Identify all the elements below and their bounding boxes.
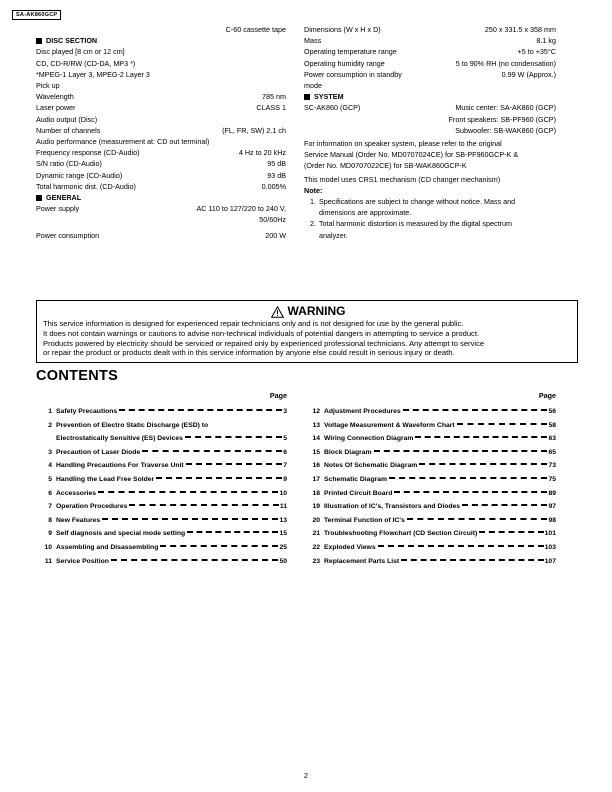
warning-triangle-icon xyxy=(271,306,284,318)
spec-row xyxy=(304,46,556,57)
toc-entry-page: 98 xyxy=(548,516,556,524)
toc-leader xyxy=(389,477,547,479)
section-title: GENERAL xyxy=(46,193,82,203)
toc-entry-title: Operation Procedures xyxy=(56,503,128,511)
spec-row xyxy=(36,102,286,113)
spec-value: Music center: SA-AK860 (GCP) xyxy=(455,103,556,113)
audio-output-heading: Audio output (Disc) xyxy=(36,114,98,124)
spec-row xyxy=(304,125,556,136)
toc-page-header: Page xyxy=(538,391,556,400)
toc-entry-number: 2 xyxy=(48,421,52,429)
toc-entry-title: Adjustment Procedures xyxy=(324,408,401,415)
toc-entry-title: Voltage Measurement & Waveform Chart xyxy=(324,421,455,429)
note-line: analyzer. xyxy=(319,230,348,240)
toc-leader xyxy=(187,531,278,533)
toc-leader xyxy=(419,463,547,465)
toc-entry-number: 11 xyxy=(44,557,52,565)
toc-entry-title: Wiring Connection Diagram xyxy=(324,435,414,443)
toc-entry-number: 16 xyxy=(312,462,320,470)
spec-value: 93 dB xyxy=(267,170,286,180)
toc-entry[interactable] xyxy=(38,435,287,449)
audio-performance-heading: Audio performance (measurement at: CD out terminal) xyxy=(36,137,210,147)
toc-entry-title: Self diagnosis and special mode setting xyxy=(56,530,186,538)
spec-label: Number of channels xyxy=(36,125,101,135)
toc-entry-page: 73 xyxy=(548,462,556,470)
spec-row xyxy=(36,181,286,192)
toc-entry-page: 9 xyxy=(283,475,287,483)
spec-label: Operating humidity range xyxy=(304,58,385,68)
toc-entry[interactable] xyxy=(38,476,287,490)
toc-entry-title: New Features xyxy=(56,516,101,524)
toc-entry-page: 25 xyxy=(279,543,287,551)
toc-entry-title: Precaution of Laser Diode xyxy=(56,448,141,456)
toc-entry[interactable] xyxy=(306,408,556,422)
spec-row xyxy=(36,91,286,102)
toc-entry-page: 89 xyxy=(548,489,556,497)
toc-entry[interactable] xyxy=(306,449,556,463)
notes-list xyxy=(304,196,556,241)
spec-label: S/N ratio (CD-Audio) xyxy=(36,159,102,169)
spec-value: CLASS 1 xyxy=(256,103,286,113)
contents-title: CONTENTS xyxy=(36,368,119,384)
toc-leader xyxy=(186,463,283,465)
toc-entry-title: Handling Precautions For Traverse Unit xyxy=(56,462,184,470)
warning-heading xyxy=(43,304,573,319)
toc-entry-number: 7 xyxy=(48,503,52,511)
toc-leader xyxy=(98,491,278,493)
toc-entry-number: 1 xyxy=(48,408,52,415)
toc-entry-number: 20 xyxy=(312,516,320,524)
toc-entry-title: Handling the Lead Free Solder xyxy=(56,475,155,483)
toc-entry-number: 23 xyxy=(312,557,320,565)
toc-leader xyxy=(403,409,548,411)
system-section-heading xyxy=(304,91,556,102)
crs-note: This model uses CRS1 mechanism (CD changer mechanism) xyxy=(304,174,501,184)
standby-label-cont: mode xyxy=(304,81,322,91)
toc-entry[interactable] xyxy=(306,435,556,449)
toc-leader xyxy=(401,559,543,561)
toc-entry-number: 3 xyxy=(48,448,52,456)
toc-leader xyxy=(462,504,547,506)
toc-entry-number: 13 xyxy=(312,421,320,429)
toc-entry-title: Exploded Views xyxy=(324,543,376,551)
square-bullet-icon xyxy=(304,94,310,100)
toc-entry-page: 13 xyxy=(279,516,287,524)
general-section-heading xyxy=(36,192,286,203)
note-line: Total harmonic distortion is measured by the digital spectrum xyxy=(319,219,512,229)
spec-label: Mass xyxy=(304,36,322,46)
spec-value: 785 nm xyxy=(262,92,286,102)
note-title: Note: xyxy=(304,185,323,195)
note-item xyxy=(304,196,556,218)
warning-line: or repair the product or products dealt with in this service information by anyone else could result in serious injury or death. xyxy=(43,348,455,358)
toc-entry-page: 75 xyxy=(548,475,556,483)
spec-row xyxy=(36,214,286,225)
square-bullet-icon xyxy=(36,38,42,44)
toc-entry[interactable] xyxy=(306,462,556,476)
spec-label: Total harmonic dist. (CD-Audio) xyxy=(36,181,136,191)
toc-left-column xyxy=(38,391,287,571)
spec-row xyxy=(304,24,556,35)
spec-value: +5 to +35°C xyxy=(517,47,556,57)
note-line: dimensions are approximate. xyxy=(319,208,412,218)
toc-entry-title: Schematic Diagram xyxy=(324,475,388,483)
note-line: Specifications are subject to change without notice. Mass and xyxy=(319,197,516,207)
toc-entry-page: 11 xyxy=(279,503,287,511)
toc-right-column xyxy=(306,391,556,571)
toc-entry[interactable] xyxy=(38,558,287,572)
spec-label: Frequency response (CD-Audio) xyxy=(36,148,140,158)
spec-value: 95 dB xyxy=(267,159,286,169)
toc-entry-number: 9 xyxy=(48,530,52,538)
model-tag: SA-AK860GCP xyxy=(12,10,61,20)
toc-entry[interactable] xyxy=(306,476,556,490)
toc-entry[interactable] xyxy=(38,530,287,544)
toc-entry[interactable] xyxy=(38,503,287,517)
toc-leader xyxy=(394,491,547,493)
spec-value: 8.1 kg xyxy=(536,36,556,46)
toc-leader xyxy=(457,423,548,425)
toc-entry-page: 15 xyxy=(279,530,287,538)
toc-leader xyxy=(119,409,282,411)
pickup-heading: Pick up xyxy=(36,81,60,91)
speaker-info-line: Service Manual (Order No. MD0707024CE) for SB-PF960GCP-K & xyxy=(304,150,519,160)
section-title: SYSTEM xyxy=(314,92,344,102)
spec-value: (FL, FR, SW) 2.1 ch xyxy=(222,125,286,135)
toc-entry[interactable] xyxy=(38,490,287,504)
toc-entry[interactable] xyxy=(38,408,287,422)
toc-entry-title: Service Position xyxy=(56,557,109,565)
spec-label: Laser power xyxy=(36,103,76,113)
cd-formats: CD, CD-R/RW (CD-DA, MP3 *) xyxy=(36,58,136,68)
toc-entry[interactable] xyxy=(306,503,556,517)
toc-entry-page: 65 xyxy=(548,448,556,456)
spec-value: 5 to 90% RH (no condensation) xyxy=(455,58,556,68)
toc-leader xyxy=(102,518,278,520)
warning-line: It does not contain warnings or cautions to advise non-technical individuals of potential dangers in attempting to service a product. xyxy=(43,328,480,338)
mpeg-note: *MPEG-1 Layer 3, MPEG-2 Layer 3 xyxy=(36,69,150,79)
toc-leader xyxy=(407,518,548,520)
spec-row xyxy=(36,158,286,169)
spec-value: 250 x 331.5 x 358 mm xyxy=(484,25,556,34)
toc-entry-page: 3 xyxy=(283,408,287,415)
spec-label: Operating temperature range xyxy=(304,47,397,57)
spec-right-column xyxy=(304,24,556,241)
spec-row xyxy=(36,203,286,214)
toc-leader xyxy=(142,450,282,452)
toc-entry[interactable] xyxy=(38,449,287,463)
toc-leader xyxy=(415,436,547,438)
toc-entry-number: 22 xyxy=(312,543,320,551)
spec-label: Power consumption in standby xyxy=(304,69,402,79)
spec-label: Wavelength xyxy=(36,92,74,102)
page-number: 2 xyxy=(303,771,309,780)
toc-leader xyxy=(479,531,543,533)
toc-entry[interactable] xyxy=(306,544,556,558)
toc-entry-title: Notes Of Schematic Diagram xyxy=(324,462,418,470)
spec-row xyxy=(304,58,556,69)
toc-entry-title: Assembling and Disassembling xyxy=(56,543,159,551)
note-number: 2. xyxy=(310,219,316,229)
toc-entry[interactable] xyxy=(306,422,556,436)
cassette-spec: C-60 cassette tape xyxy=(225,25,286,34)
spec-value: Subwoofer: SB-WAK860 (GCP) xyxy=(455,125,556,135)
section-title: DISC SECTION xyxy=(46,36,98,46)
toc-entry[interactable] xyxy=(38,517,287,531)
toc-entry-number: 4 xyxy=(48,462,52,470)
toc-entry-page: 5 xyxy=(283,435,287,443)
toc-entry-number: 14 xyxy=(312,435,320,443)
toc-entry-title: Replacement Parts List xyxy=(324,557,400,565)
speaker-info-line: For information on speaker system, please refer to the original xyxy=(304,139,502,149)
toc-entry-number: 6 xyxy=(48,489,52,497)
disc-played: Disc played [8 cm or 12 cm] xyxy=(36,47,125,57)
toc-page-header: Page xyxy=(269,391,287,400)
toc-leader xyxy=(129,504,278,506)
toc-entry[interactable] xyxy=(306,490,556,504)
toc-entry[interactable] xyxy=(306,517,556,531)
toc-entry-title: Prevention of Electro Static Discharge (ESD) to xyxy=(56,421,209,429)
toc-entry-number: 5 xyxy=(48,475,52,483)
disc-section-heading xyxy=(36,35,286,46)
toc-entry[interactable] xyxy=(306,558,556,572)
toc-entry-number: 18 xyxy=(312,489,320,497)
spec-row xyxy=(304,102,556,113)
spec-value: Front speakers: SB-PF960 (GCP) xyxy=(448,114,556,124)
toc-leader xyxy=(374,450,548,452)
toc-entry-page: 103 xyxy=(544,543,556,551)
toc-entry-number: 21 xyxy=(312,530,320,538)
toc-entry-page: 10 xyxy=(279,489,287,497)
spec-row xyxy=(36,147,286,158)
toc-entry[interactable] xyxy=(38,544,287,558)
toc-entry-number: 15 xyxy=(312,448,320,456)
spec-left-column xyxy=(36,24,286,241)
spec-label: Power consumption xyxy=(36,230,100,240)
spec-value: 4 Hz to 20 kHz xyxy=(238,148,286,158)
warning-box xyxy=(36,300,578,363)
toc-entry-page: 56 xyxy=(548,408,556,415)
spec-value: AC 110 to 127/220 to 240 V, xyxy=(196,204,286,214)
speaker-info-line: (Order No. MD0707022CE) for SB-WAK860GCP-K xyxy=(304,161,467,171)
toc-entry[interactable] xyxy=(38,462,287,476)
toc-entry-page: 63 xyxy=(548,435,556,443)
warning-line: Products powered by electricity should be serviced or repaired only by experienced professional technicians. Any attempt to service xyxy=(43,338,485,348)
toc-entry-title: Accessories xyxy=(56,489,97,497)
toc-entry-number: 12 xyxy=(312,408,320,415)
note-number: 1. xyxy=(310,197,316,207)
toc-entry-number: 10 xyxy=(44,543,52,551)
spec-row xyxy=(36,125,286,136)
toc-entry-number: 19 xyxy=(312,503,320,511)
system-model: SC-AK860 (GCP) xyxy=(304,103,361,113)
toc-entry-title: Block Diagram xyxy=(324,448,372,456)
toc-entry-title: Printed Circuit Board xyxy=(324,489,393,497)
toc-entry-number: 17 xyxy=(312,475,320,483)
spec-value: 0.005% xyxy=(261,181,286,191)
spec-row xyxy=(36,24,286,35)
spec-row xyxy=(36,230,286,241)
toc-entry-title: Terminal Function of IC's xyxy=(324,516,405,524)
spec-value: 0.99 W (Approx.) xyxy=(501,69,556,79)
spec-row xyxy=(304,69,556,80)
toc-entry-title: Safety Precautions xyxy=(56,408,118,415)
spec-row xyxy=(304,35,556,46)
toc-leader xyxy=(156,477,282,479)
toc-entry-title: Troubleshooting Flowchart (CD Section Circuit) xyxy=(324,530,478,538)
toc-entry-page: 97 xyxy=(548,503,556,511)
warning-title: WARNING xyxy=(287,304,346,318)
toc-entry-page: 107 xyxy=(544,557,556,565)
toc-entry-page: 50 xyxy=(279,557,287,565)
toc-leader xyxy=(185,436,282,438)
spec-label: Power supply xyxy=(36,204,80,214)
toc-entry-page: 7 xyxy=(283,462,287,470)
toc-leader xyxy=(378,545,544,547)
square-bullet-icon xyxy=(36,195,42,201)
spec-row xyxy=(304,114,556,125)
toc-entry[interactable] xyxy=(38,422,287,436)
toc-entry[interactable] xyxy=(306,530,556,544)
spec-value: 200 W xyxy=(265,230,286,240)
toc-entry-page: 58 xyxy=(548,421,556,429)
toc-leader xyxy=(160,545,278,547)
spec-value: 50/60Hz xyxy=(259,215,286,225)
toc-entry-page: 6 xyxy=(283,448,287,456)
spec-row xyxy=(36,170,286,181)
spec-label: Dynamic range (CD-Audio) xyxy=(36,170,123,180)
spec-label: Dimensions (W x H x D) xyxy=(304,25,381,34)
toc-entry-number: 8 xyxy=(48,516,52,524)
toc-entry-title: Electrostatically Sensitive (ES) Devices xyxy=(56,435,183,443)
note-item xyxy=(304,218,556,240)
warning-line: This service information is designed for experienced repair technicians only and is not designed for use by the general public. xyxy=(43,319,464,328)
toc-leader xyxy=(111,559,279,561)
toc-entry-page: 101 xyxy=(544,530,556,538)
toc-entry-title: Illustration of IC's, Transistors and Diodes xyxy=(324,503,461,511)
